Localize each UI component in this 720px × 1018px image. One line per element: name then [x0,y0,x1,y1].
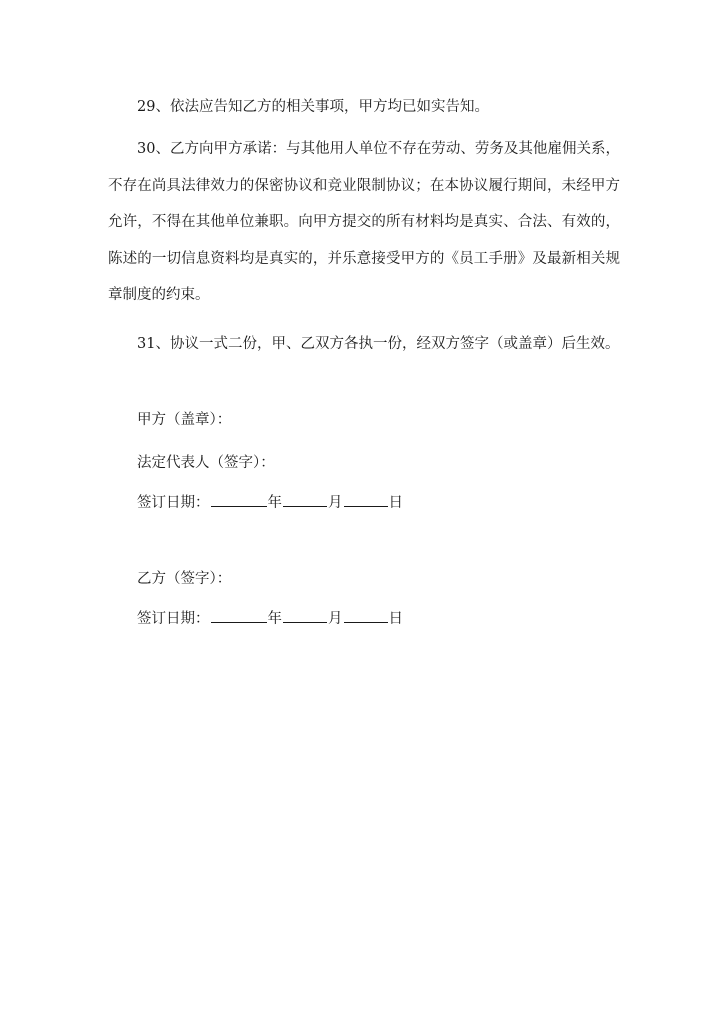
month-label: 月 [328,495,343,511]
clause-number: 31、 [137,336,170,352]
day-label: 日 [388,495,403,511]
party-a-sign-date-line [137,490,403,515]
sign-date-label: 签订日期： [137,495,210,511]
year-label: 年 [267,611,282,627]
party-a-seal-line: 甲方（盖章）： [137,412,232,428]
month-label: 月 [328,611,343,627]
clause-text: 依法应告知乙方的相关事项，甲方均已如实告知。 [169,99,489,115]
legal-representative-line: 法定代表人（签字）： [137,455,275,471]
clause-text: 乙方向甲方承诺：与其他用人单位不存在劳动、劳务及其他雇佣关系，不存在尚具法律效力的保密协议和竞业限制协议；在本协议履行期间，未经甲方允许，不得在其他单位兼职。向甲方提交的所有材料均是真实、合法、有效的，陈述的一切信息资料均是真实的，并乐意接受甲方的《员工手册》及最新相关规章制度的约束。 [108,141,621,303]
clause-number: 29、 [137,99,170,115]
clause-31 [108,326,620,363]
clause-number: 30、 [137,141,170,157]
day-blank[interactable] [344,490,388,507]
day-blank[interactable] [344,606,388,623]
year-label: 年 [267,495,282,511]
month-blank[interactable] [283,490,327,507]
clause-text: 协议一式二份，甲、乙双方各执一份，经双方签字（或盖章）后生效。 [169,336,620,352]
month-blank[interactable] [283,606,327,623]
year-blank[interactable] [211,490,267,507]
clause-29 [108,89,620,126]
day-label: 日 [388,611,403,627]
year-blank[interactable] [211,606,267,623]
clause-30 [108,131,620,314]
party-b-sign-line: 乙方（签字）： [137,571,232,587]
party-b-sign-date-line [137,606,403,631]
sign-date-label: 签订日期： [137,611,210,627]
